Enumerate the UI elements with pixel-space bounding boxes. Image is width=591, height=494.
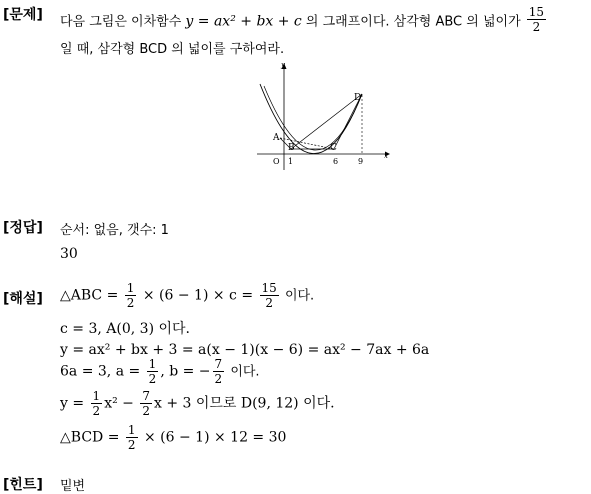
solution-line-5 xyxy=(60,390,335,417)
sol5-g-den: 2 xyxy=(142,404,150,418)
area-denominator: 2 xyxy=(532,20,541,34)
sol1-a: △ABC = xyxy=(60,287,123,304)
area-numerator: 15 xyxy=(528,5,545,19)
sol6-b: × (6 − 1) × 12 = 30 xyxy=(139,429,287,446)
sol4-frac-a xyxy=(147,358,159,385)
sol5-frac-a xyxy=(91,390,103,417)
sol4-frac-b xyxy=(213,358,225,385)
area-fraction xyxy=(527,6,546,33)
segment-BD xyxy=(291,94,362,149)
sol1-frac-half xyxy=(125,282,137,309)
problem-tag: [문제] xyxy=(3,7,43,23)
label-B: B xyxy=(288,143,295,153)
sol5-c: x + 3 이므로 D(9, 12) 이다. xyxy=(153,395,335,412)
solution-line-4 xyxy=(60,358,260,385)
hint-tag: [힌트] xyxy=(3,477,43,493)
tick-1: 1 xyxy=(288,157,294,166)
problem-line-1 xyxy=(60,5,548,35)
sol1-f1-den: 2 xyxy=(126,296,135,310)
sol5-a: y = xyxy=(60,395,89,412)
tick-9: 9 xyxy=(358,157,364,166)
problem-equation: y = ax² + bx + c xyxy=(185,13,302,30)
label-A: A xyxy=(273,133,280,143)
sol5-frac-b xyxy=(140,390,152,417)
sol4-b: , b = − xyxy=(160,363,211,380)
problem-text-b: 의 그래프이다. 삼각형 ABC 의 넓이가 xyxy=(301,14,525,30)
sol4-c: 이다. xyxy=(226,364,260,380)
sol1-frac-area xyxy=(260,282,279,309)
label-C: C xyxy=(330,143,337,153)
label-origin: O xyxy=(273,157,280,166)
sol6-a: △BCD = xyxy=(60,429,124,446)
parabola-figure xyxy=(255,58,395,173)
sol6-f-den: 2 xyxy=(127,438,136,452)
solution-line-6 xyxy=(60,424,286,451)
label-x: x xyxy=(384,152,388,160)
label-y: y xyxy=(281,61,285,69)
sol5-b: x² − xyxy=(104,395,139,412)
sol4-a: 6a = 3, a = xyxy=(60,363,145,380)
parabola-curve xyxy=(260,84,362,154)
solution-line-1 xyxy=(60,282,314,309)
sol4-f-den: 2 xyxy=(148,372,157,386)
sol5-f-den: 2 xyxy=(92,404,101,418)
sol4-f-num: 1 xyxy=(148,357,157,371)
sol1-b: × (6 − 1) × c = xyxy=(138,287,258,304)
answer-value: 30 xyxy=(60,246,78,262)
sol6-f-num: 1 xyxy=(127,423,136,437)
sol1-f2-num: 15 xyxy=(261,281,277,295)
solution-line-2: c = 3, A(0, 3) 이다. xyxy=(60,321,190,337)
answer-meta: 순서: 없음, 갯수: 1 xyxy=(60,223,169,238)
solution-tag: [해설] xyxy=(3,291,43,307)
tick-6: 6 xyxy=(333,157,339,166)
sol4-g-den: 2 xyxy=(214,372,223,386)
sol5-f-num: 1 xyxy=(92,389,101,403)
hint-text: 밑변 xyxy=(60,479,86,494)
solution-line-3: y = ax² + bx + 3 = a(x − 1)(x − 6) = ax² − 7ax + 6a xyxy=(60,342,430,358)
problem-text-a: 다음 그림은 이차함수 xyxy=(60,14,186,30)
sol4-g-num: 7 xyxy=(214,357,223,371)
answer-tag: [정답] xyxy=(3,220,43,236)
sol6-frac xyxy=(126,424,138,451)
label-D: D xyxy=(354,93,362,103)
sol1-c: 이다. xyxy=(280,288,315,304)
problem-line-2: 일 때, 삼각형 BCD 의 넓이를 구하여라. xyxy=(60,42,285,57)
sol1-f1-num: 1 xyxy=(126,281,135,295)
sol1-f2-den: 2 xyxy=(265,296,273,310)
sol5-g-num: 7 xyxy=(142,389,150,403)
